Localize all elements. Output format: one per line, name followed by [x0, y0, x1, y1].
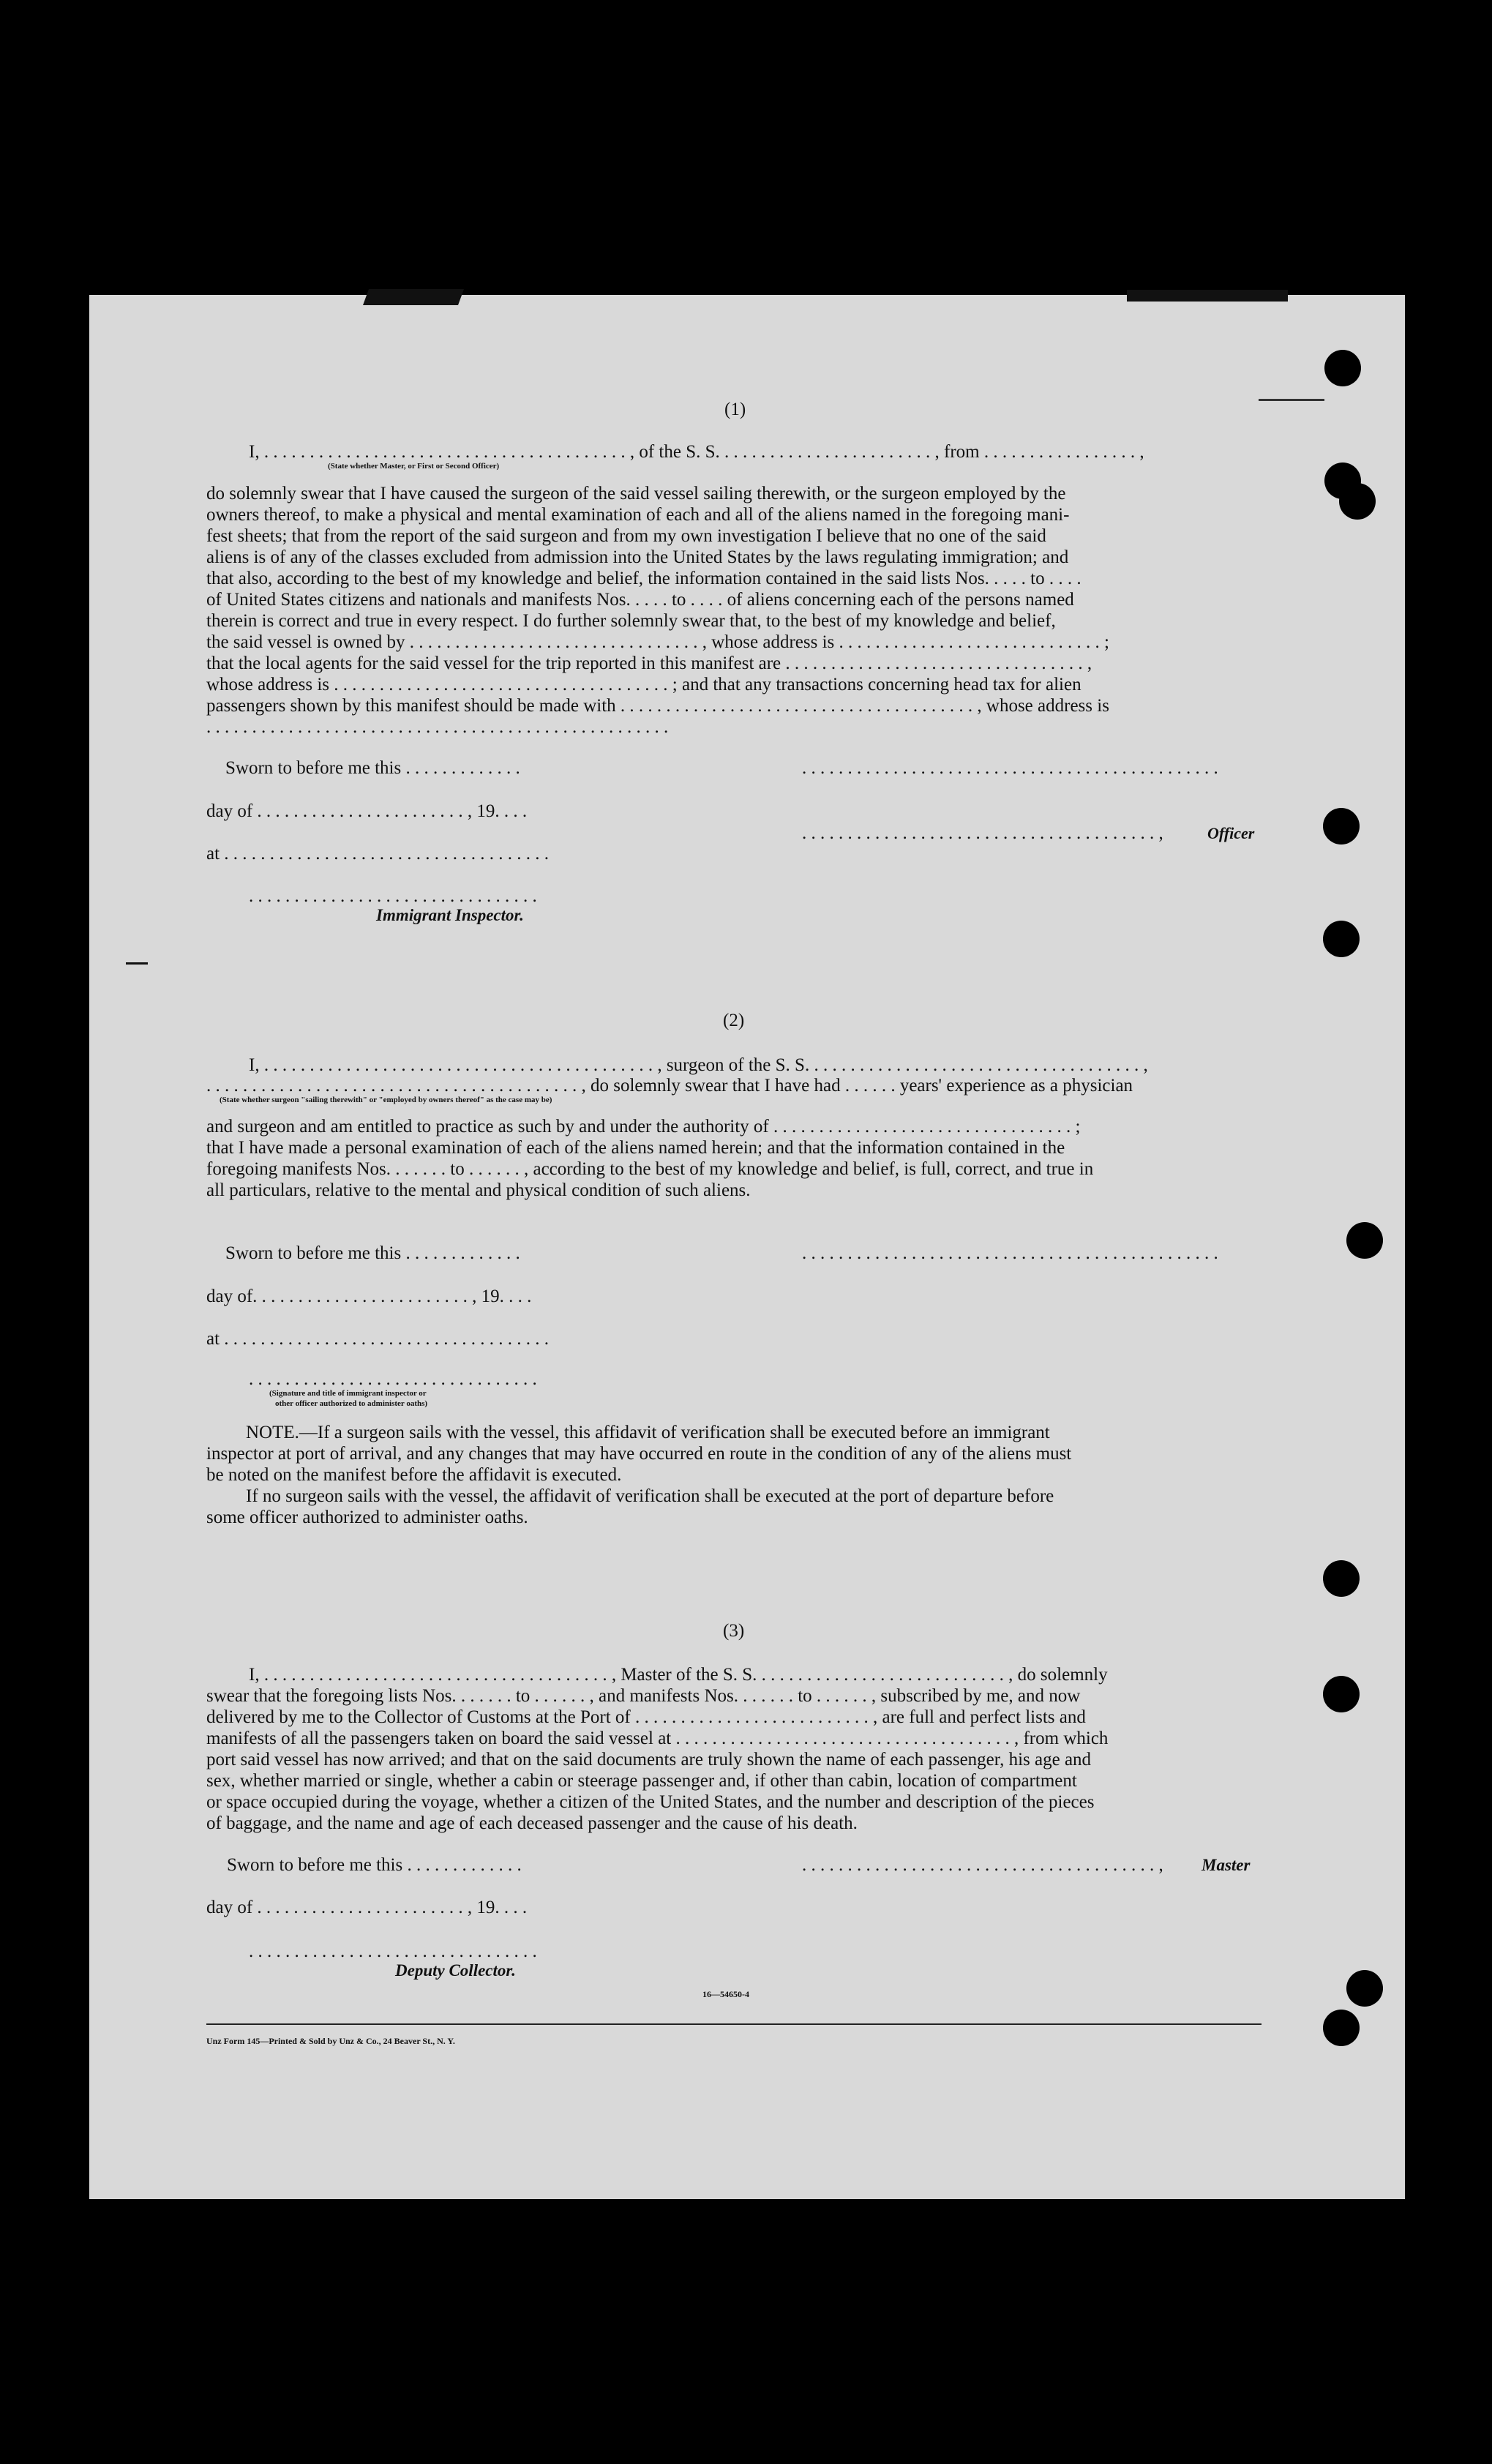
section-3-number: (3) — [723, 1621, 745, 1641]
section-3-body: I, . . . . . . . . . . . . . . . . . . . . . . . . . . . . . . . . . . . . . . , Master of the S. S. . . . . . . . . . . . . . . . . . . . . . . . . . . . , do solemnly swear that the foregoing lists Nos. . . . . . . to . . . . . . , and manifests Nos. . . . . . . to . . . . . . , subscribed by me, and now delivered by me to the Collector of Customs at the Port of . . . . . . . . . . . . . . . . . . . . . . . . . . , are full and perfect lists and manifests of all the passengers taken on board the said vessel at . . . . . . . . . . . . . . . . . . . . . . . . . . . . . . . . . . . . . , from which port said vessel has now arrived; and that on the said documents are truly shown the name of each passenger, his age and sex, whether married or single, whether a cabin or steerage passenger and, if other than cabin, location of compartment or space occupied during the voyage, whether a citizen of the United States, and the number and description of the pieces of baggage, and the name and age of each deceased passenger and the cause of his death. — [206, 1665, 1109, 1833]
section-1-line1: I, . . . . . . . . . . . . . . . . . . . . . . . . . . . . . . . . . . . . . . . . , of the S. S. . . . . . . . . . . . . . . . . . . . . . . . , from . . . . . . . . . . . . . . . . . , — [249, 442, 1144, 462]
section-1-inspector-label: Immigrant Inspector. — [376, 906, 524, 924]
scan-mark — [126, 962, 148, 965]
punch-hole — [1323, 921, 1360, 957]
punch-hole — [1339, 483, 1376, 520]
section-2-right-dots: . . . . . . . . . . . . . . . . . . . . . . . . . . . . . . . . . . . . . . . . . . . . . . — [802, 1243, 1218, 1263]
section-3-day: day of . . . . . . . . . . . . . . . . . . . . . . . , 19. . . . — [206, 1898, 528, 1917]
section-2-note: (State whether surgeon "sailing therewith" or "employed by owners thereof" as the case may be) — [220, 1096, 552, 1104]
section-3-signature-dots: . . . . . . . . . . . . . . . . . . . . . . . . . . . . . . . . — [249, 1941, 537, 1961]
form-number: 16—54650-4 — [702, 1989, 749, 1999]
punch-hole — [1323, 808, 1360, 845]
section-2-day: day of. . . . . . . . . . . . . . . . . . . . . . . . , 19. . . . — [206, 1287, 532, 1306]
scan-mark — [1259, 399, 1324, 401]
section-1-right-dots: . . . . . . . . . . . . . . . . . . . . . . . . . . . . . . . . . . . . . . . . . . . . . . — [802, 758, 1218, 778]
section-2-signature-note-2: other officer authorized to administer oaths) — [275, 1399, 428, 1408]
section-3-sworn: Sworn to before me this . . . . . . . . . . . . . — [227, 1855, 522, 1875]
section-2-signature-note-1: (Signature and title of immigrant inspector or — [269, 1389, 427, 1398]
punch-hole — [1346, 1970, 1383, 2007]
section-1-sworn: Sworn to before me this . . . . . . . . . . . . . — [225, 758, 520, 778]
section-2-line1: I, . . . . . . . . . . . . . . . . . . . . . . . . . . . . . . . . . . . . . . . . . . . , surgeon of the S. S. . . . . . . . . . . . . . . . . . . . . . . . . . . . . . . . . . . . . , — [249, 1055, 1148, 1075]
section-2-at: at . . . . . . . . . . . . . . . . . . . . . . . . . . . . . . . . . . . . — [206, 1329, 550, 1349]
section-3-master-dots: . . . . . . . . . . . . . . . . . . . . . . . . . . . . . . . . . . . . . . . , — [802, 1855, 1163, 1875]
section-3-collector-label: Deputy Collector. — [395, 1961, 516, 1980]
punch-hole — [1324, 350, 1361, 386]
punch-hole — [1323, 1676, 1360, 1712]
section-2-line2: . . . . . . . . . . . . . . . . . . . . . . . . . . . . . . . . . . . . . . . . . , do solemnly swear that I have had . . . . . . years' experience as a physician — [206, 1076, 1133, 1096]
torn-edge — [1127, 290, 1288, 302]
section-1-officer-label: Officer — [1207, 824, 1255, 842]
torn-edge — [363, 289, 464, 305]
footer-imprint: Unz Form 145—Printed & Sold by Unz & Co., 24 Beaver St., N. Y. — [206, 2036, 455, 2046]
punch-hole — [1323, 2010, 1360, 2046]
section-2-number: (2) — [723, 1011, 745, 1030]
section-2-sworn: Sworn to before me this . . . . . . . . . . . . . — [225, 1243, 520, 1263]
section-1-officer-dots: . . . . . . . . . . . . . . . . . . . . . . . . . . . . . . . . . . . . . . . , — [802, 823, 1163, 843]
section-1-note: (State whether Master, or First or Second Officer) — [328, 462, 500, 471]
section-1-number: (1) — [724, 400, 746, 419]
section-2-note-paragraph: NOTE.—If a surgeon sails with the vessel, this affidavit of verification shall be executed before an immigrant inspector at port of arrival, and any changes that may have occurred en route in the condition of any of the aliens must be noted on the manifest before the affidavit is executed. If no surgeon sails with the vessel, the affidavit of verification shall be executed at the port of departure before some officer authorized to administer oaths. — [206, 1423, 1072, 1527]
footer-rule — [206, 2023, 1262, 2025]
section-3-master-label: Master — [1202, 1856, 1251, 1874]
punch-hole — [1323, 1560, 1360, 1597]
section-2-body: and surgeon and am entitled to practice as such by and under the authority of . . . . . . . . . . . . . . . . . . . . . . . . . . . . . . . . . ; that I have made a personal examination of each of the aliens named herein; and that the information contained in the foregoing manifests Nos. . . . . . . to . . . . . . , according to the best of my knowledge and belief, is full, correct, and true in all particulars, relative to the mental and physical condition of such aliens. — [206, 1117, 1094, 1200]
section-1-body: do solemnly swear that I have caused the surgeon of the said vessel sailing therewith, or the surgeon employed by the owners thereof, to make a physical and mental examination of each and all of the aliens named in the foregoing mani- fest sheets; that from the report of the said surgeon and from my own investigation I believe that no one of the said aliens is of any of the classes excluded from admission into the United States by the laws regulating immigration; and that also, according to the best of my knowledge and belief, the information contained in the said lists Nos. . . . . to . . . . of United States citizens and nationals and manifests Nos. . . . . to . . . . of aliens concerning each of the persons named therein is correct and true in every respect. I do further solemnly swear that, to the best of my knowledge and belief, the said vessel is owned by . . . . . . . . . . . . . . . . . . . . . . . . . . . . . . . . , whose address is . . . . . . . . . . . . . . . . . . . . . . . . . . . . . ; that the local agents for the said vessel for the trip reported in this manifest are . . . . . . . . . . . . . . . . . . . . . . . . . . . . . . . . . , whose address is . . . . . . . . . . . . . . . . . . . . . . . . . . . . . . . . . . . . . ; and that any transactions concerning head tax for alien passengers shown by this manifest should be made with . . . . . . . . . . . . . . . . . . . . . . . . . . . . . . . . . . . . . . . , whose address is . . . . . . . . . . . . . . . . . . . . . . . . . . . . . . . . . . . . . . . . . . . . . . . . . . . — [206, 484, 1109, 737]
punch-hole — [1346, 1222, 1383, 1259]
section-1-day: day of . . . . . . . . . . . . . . . . . . . . . . . , 19. . . . — [206, 801, 528, 821]
section-1-at: at . . . . . . . . . . . . . . . . . . . . . . . . . . . . . . . . . . . . — [206, 844, 550, 864]
section-2-signature-dots: . . . . . . . . . . . . . . . . . . . . . . . . . . . . . . . . — [249, 1369, 537, 1389]
section-1-signature-dots: . . . . . . . . . . . . . . . . . . . . . . . . . . . . . . . . — [249, 886, 537, 906]
